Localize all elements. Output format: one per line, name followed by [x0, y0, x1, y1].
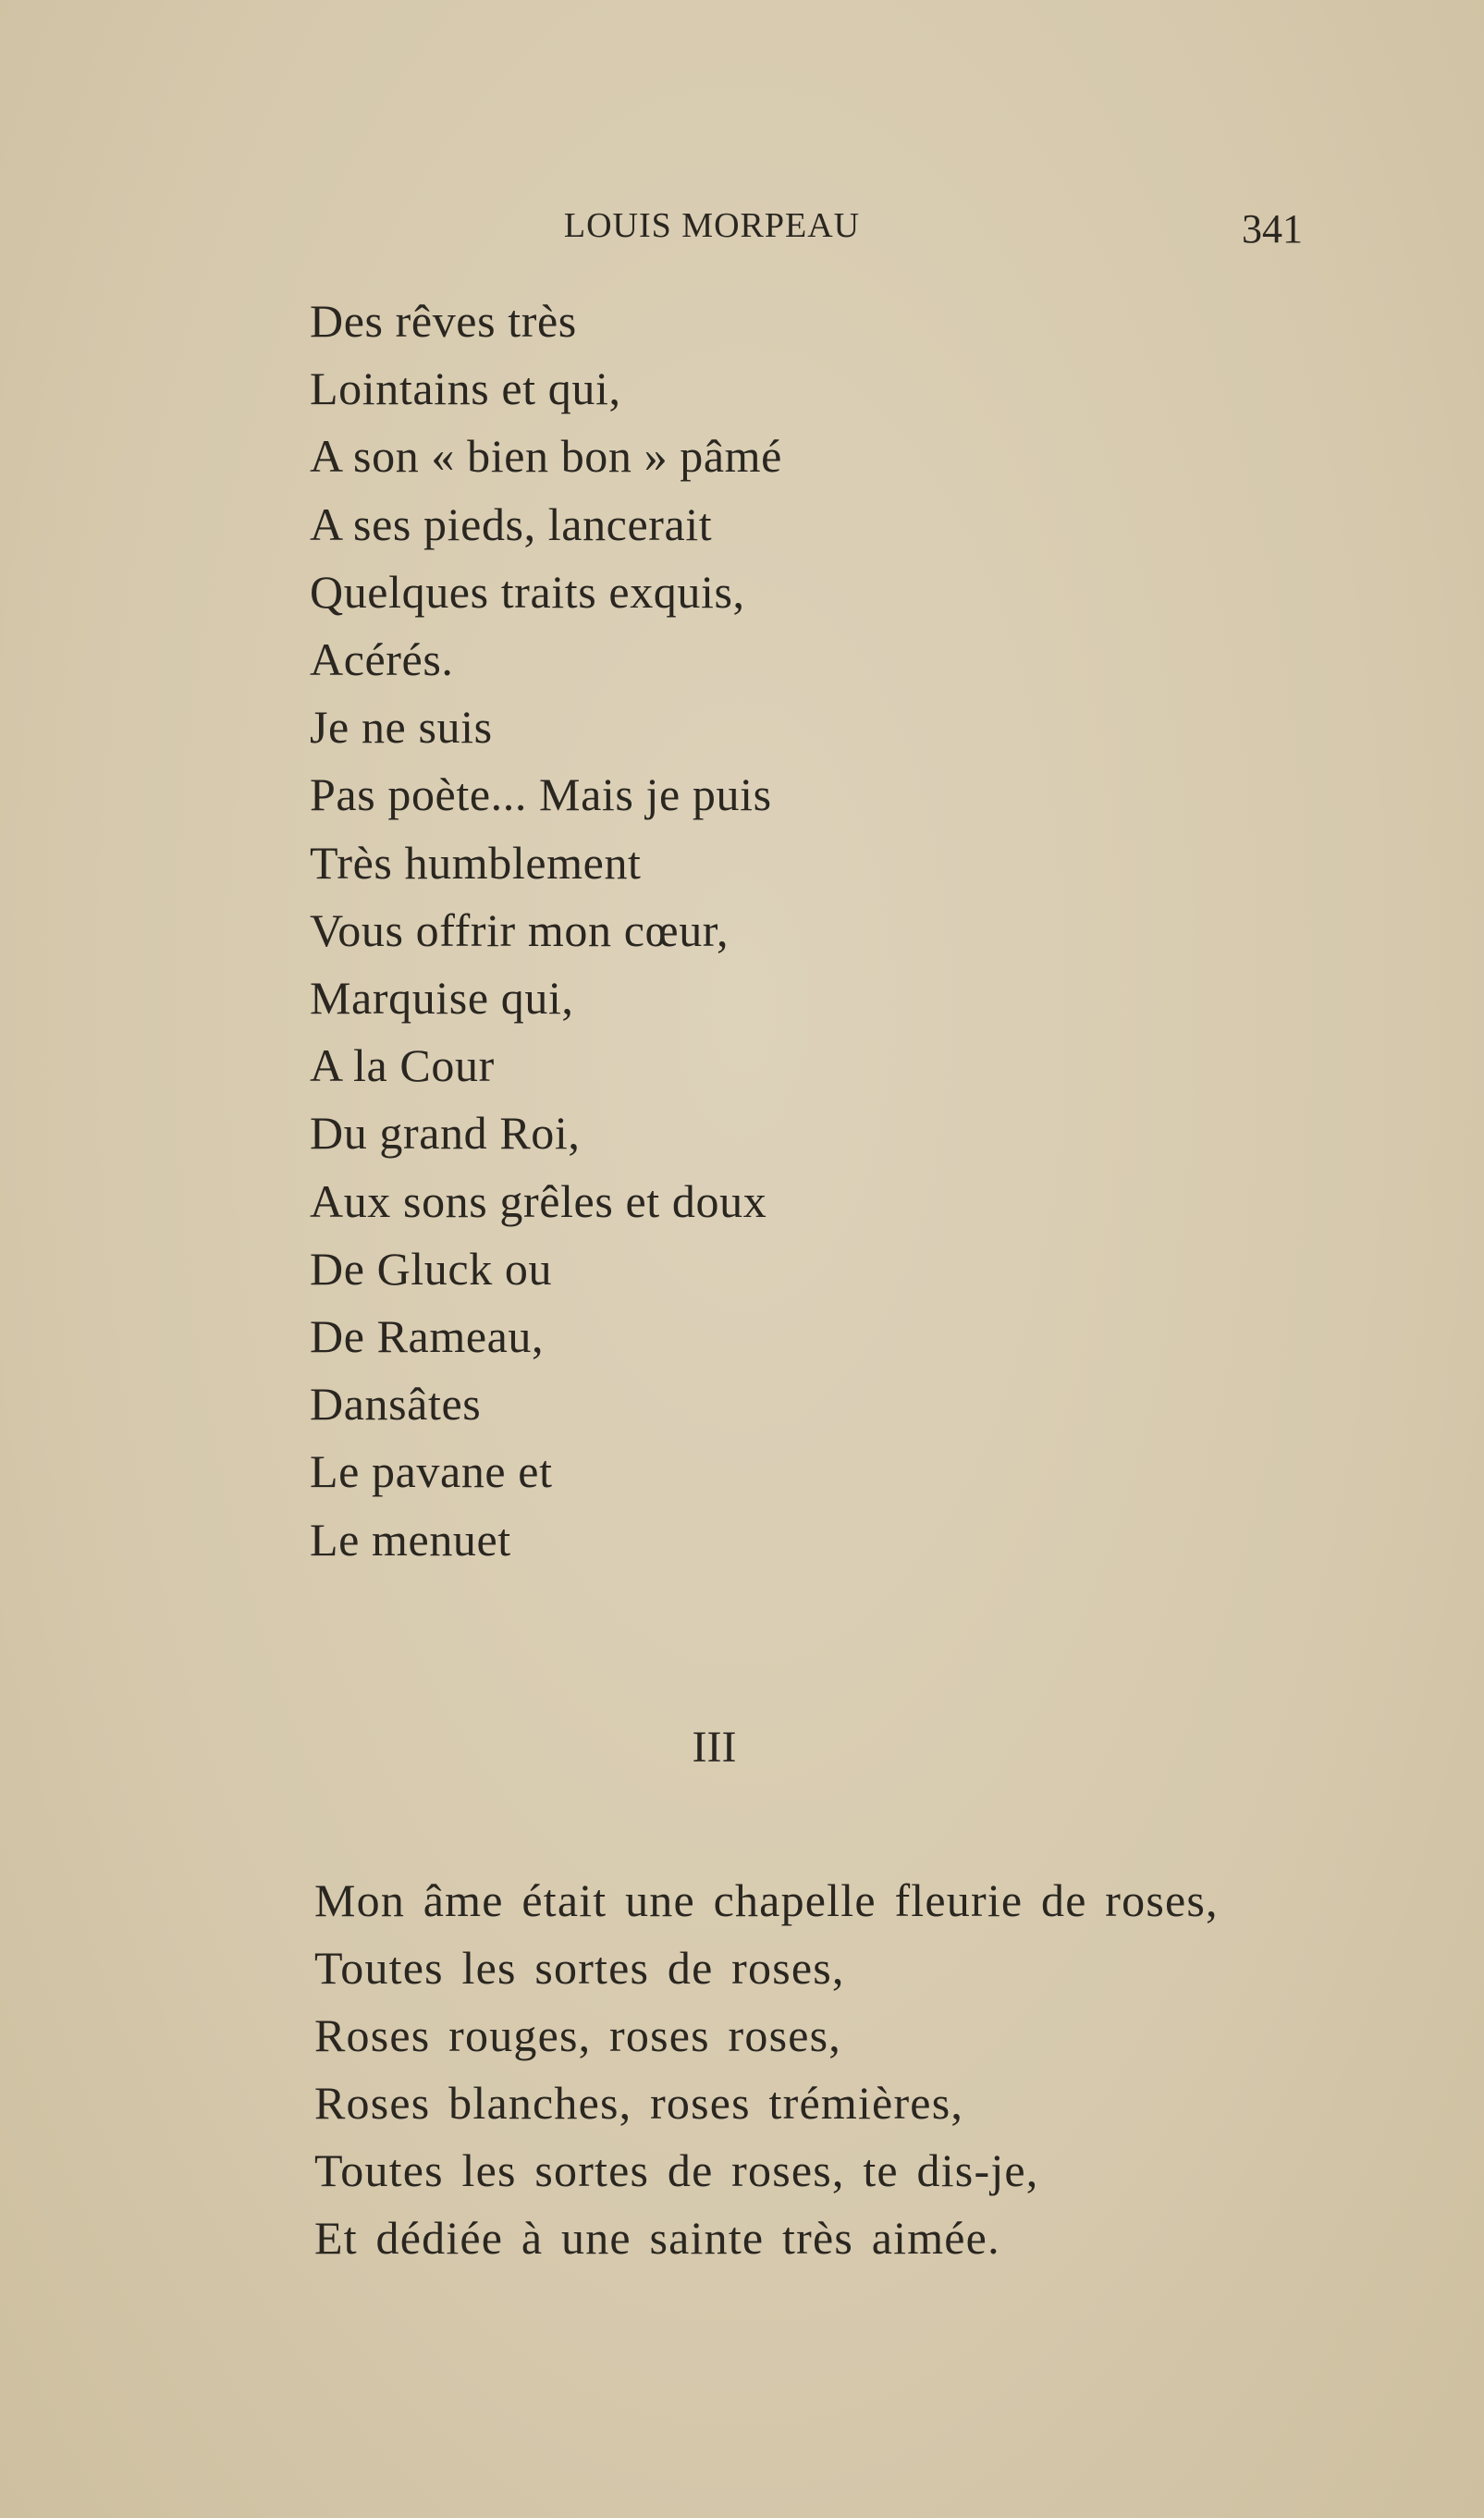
poem-line: Je ne suis — [310, 701, 493, 754]
poem-line: De Gluck ou — [310, 1242, 553, 1295]
poem-line: Quelques traits exquis, — [310, 565, 745, 618]
poem-line: A son « bien bon » pâmé — [310, 430, 782, 483]
poem-line: Mon âme était une chapelle fleurie de roses, — [314, 1874, 1219, 1926]
poem-line: A la Cour — [310, 1039, 495, 1092]
poem-line: Toutes les sortes de roses, — [314, 1942, 845, 1994]
poem-line: A ses pieds, lancerait — [310, 497, 713, 550]
poem-line: Vous offrir mon cœur, — [310, 903, 730, 956]
poem-line: Des rêves très — [310, 295, 577, 347]
poem-line: Toutes les sortes de roses, te dis-je, — [314, 2144, 1039, 2196]
poem-line: Très humblement — [310, 836, 642, 889]
poem-stanza — [310, 288, 782, 1574]
poem-line: Acérés. — [310, 633, 454, 686]
poem-line: Pas poète... Mais je puis — [310, 768, 772, 821]
poem-line: Le menuet — [310, 1513, 511, 1566]
section-title: III — [692, 1723, 737, 1772]
running-title: LOUIS MORPEAU — [563, 206, 861, 245]
poem-line: Roses blanches, roses trémières, — [314, 2077, 964, 2129]
poem-line: Aux sons grêles et doux — [310, 1174, 767, 1227]
poem-line: Le pavane et — [310, 1445, 553, 1498]
poem-line: Roses rouges, roses roses, — [314, 2009, 841, 2061]
poem-line: De Rameau, — [310, 1310, 545, 1363]
poem-line: Lointains et qui, — [310, 362, 621, 415]
page-number: 341 — [1242, 206, 1303, 252]
poem-line: Et dédiée à une sainte très aimée. — [314, 2212, 1000, 2264]
poem-line: Marquise qui, — [310, 972, 574, 1025]
section-stanza — [314, 1867, 1219, 2272]
poem-line: Du grand Roi, — [310, 1107, 581, 1160]
poem-line: Dansâtes — [310, 1378, 482, 1431]
